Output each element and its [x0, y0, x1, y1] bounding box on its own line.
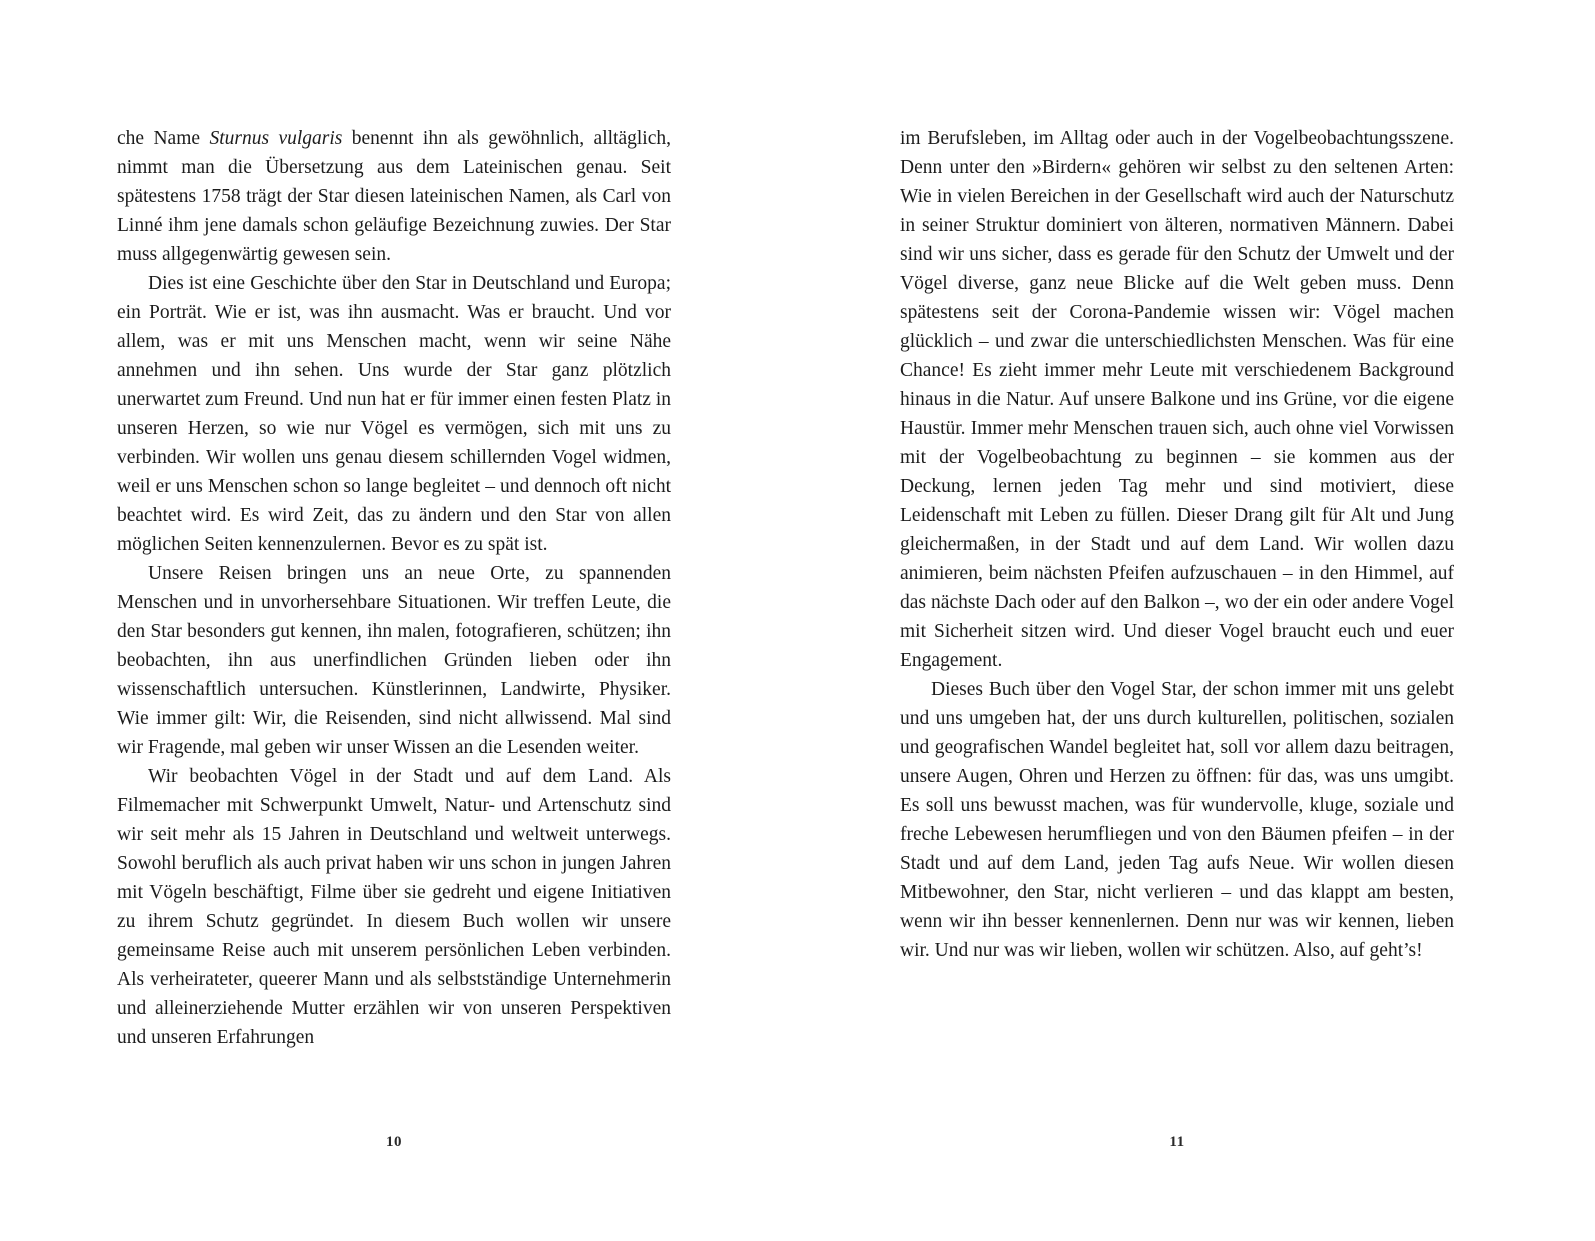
left-page: [117, 124, 671, 1052]
page-number-left: 10: [386, 1134, 402, 1150]
right-page: [900, 124, 1454, 965]
paragraph: Dieses Buch über den Vogel Star, der schon immer mit uns gelebt und uns umgeben hat, der uns durch kulturellen, politischen, sozialen und geografischen Wandel begleitet hat, soll vor allem dazu beitragen, unsere Augen, Ohren und Herzen zu öffnen: für das, was uns umgibt. Es soll uns bewusst machen, was für wundervolle, kluge, soziale und freche Lebewesen herumfliegen und von den Bäumen pfeifen – in der Stadt und auf dem Land, jeden Tag aufs Neue. Wir wollen diesen Mitbewohner, den Star, nicht verlieren – und das klappt am besten, wenn wir ihn besser kennenlernen. Denn nur was wir kennen, lieben wir. Und nur was wir lieben, wollen wir schützen. Also, auf geht’s!: [900, 679, 1454, 961]
paragraph: Unsere Reisen bringen uns an neue Orte, zu spannenden Menschen und in unvorhersehbare Situationen. Wir treffen Leute, die den Star besonders gut kennen, ihn malen, fotografieren, schützen; ihn beobachten, ihn aus unerfindlichen Gründen lieben oder ihn wissenschaftlich untersuchen. Künstlerinnen, Landwirte, Physiker. Wie immer gilt: Wir, die Reisenden, sind nicht allwissend. Mal sind wir Fragende, mal geben wir unser Wissen an die Lesenden weiter.: [117, 563, 671, 758]
paragraph-text: benennt ihn als gewöhnlich, alltäglich, nimmt man die Übersetzung aus dem Lateinischen genau. Seit spätestens 1758 trägt der Star diesen lateinischen Namen, als Carl von Linné ihm jene damals schon geläufige Bezeichnung zuwies. Der Star muss allgegenwärtig gewesen sein.: [117, 128, 671, 265]
paragraph: [117, 124, 671, 269]
paragraph-text: che Name: [117, 128, 210, 149]
paragraph: Wir beobachten Vögel in der Stadt und auf dem Land. Als Filmemacher mit Schwerpunkt Umwelt, Natur- und Artenschutz sind wir seit mehr als 15 Jahren in Deutschland und weltweit unterwegs. Sowohl beruflich als auch privat haben wir uns schon in jungen Jahren mit Vögeln beschäftigt, Filme über sie gedreht und eigene Initiativen zu ihrem Schutz gegründet. In diesem Buch wollen wir unsere gemeinsame Reise auch mit unserem persönlichen Leben verbinden. Als verheirateter, queerer Mann und als selbstständige Unternehmerin und alleinerziehende Mutter erzählen wir von unseren Perspektiven und unseren Erfahrungen: [117, 766, 671, 1048]
paragraph: Dies ist eine Geschichte über den Star in Deutschland und Europa; ein Porträt. Wie er ist, was ihn ausmacht. Was er braucht. Und vor allem, was er mit uns Menschen macht, wenn wir seine Nähe annehmen und ihn sehen. Uns wurde der Star ganz plötzlich unerwartet zum Freund. Und nun hat er für immer einen festen Platz in unseren Herzen, so wie nur Vögel es vermögen, sich mit uns zu verbinden. Wir wollen uns genau diesem schillernden Vogel widmen, weil er uns Menschen schon so lange begleitet – und dennoch oft nicht beachtet wird. Es wird Zeit, das zu ändern und den Star von allen möglichen Seiten kennenzulernen. Bevor es zu spät ist.: [117, 273, 671, 555]
paragraph: im Berufsleben, im Alltag oder auch in der Vogelbeobachtungsszene. Denn unter den »Birdern« gehören wir selbst zu den seltenen Arten: Wie in vielen Bereichen in der Gesellschaft wird auch der Naturschutz in seiner Struktur dominiert von älteren, normativen Männern. Dabei sind wir uns sicher, dass es gerade für den Schutz der Umwelt und der Vögel diverse, ganz neue Blicke auf die Welt geben muss. Denn spätestens seit der Corona-Pandemie wissen wir: Vögel machen glücklich – und zwar die unterschiedlichsten Menschen. Was für eine Chance! Es zieht immer mehr Leute mit verschiedenem Background hinaus in die Natur. Auf unsere Balkone und ins Grüne, vor die eigene Haustür. Immer mehr Menschen trauen sich, auch ohne viel Vorwissen mit der Vogelbeobachtung zu beginnen – sie kommen aus der Deckung, lernen jeden Tag mehr und sind motiviert, diese Leidenschaft mit Leben zu füllen. Dieser Drang gilt für Alt und Jung gleichermaßen, in der Stadt und auf dem Land. Wir wollen dazu animieren, beim nächsten Pfeifen aufzuschauen – in den Himmel, auf das nächste Dach oder auf den Balkon –, wo der ein oder andere Vogel mit Sicherheit sitzen wird. Und dieser Vogel braucht euch und euer Engagement.: [900, 128, 1454, 671]
page-number-right: 11: [1169, 1134, 1185, 1150]
species-name-italic: Sturnus vulgaris: [209, 128, 343, 149]
